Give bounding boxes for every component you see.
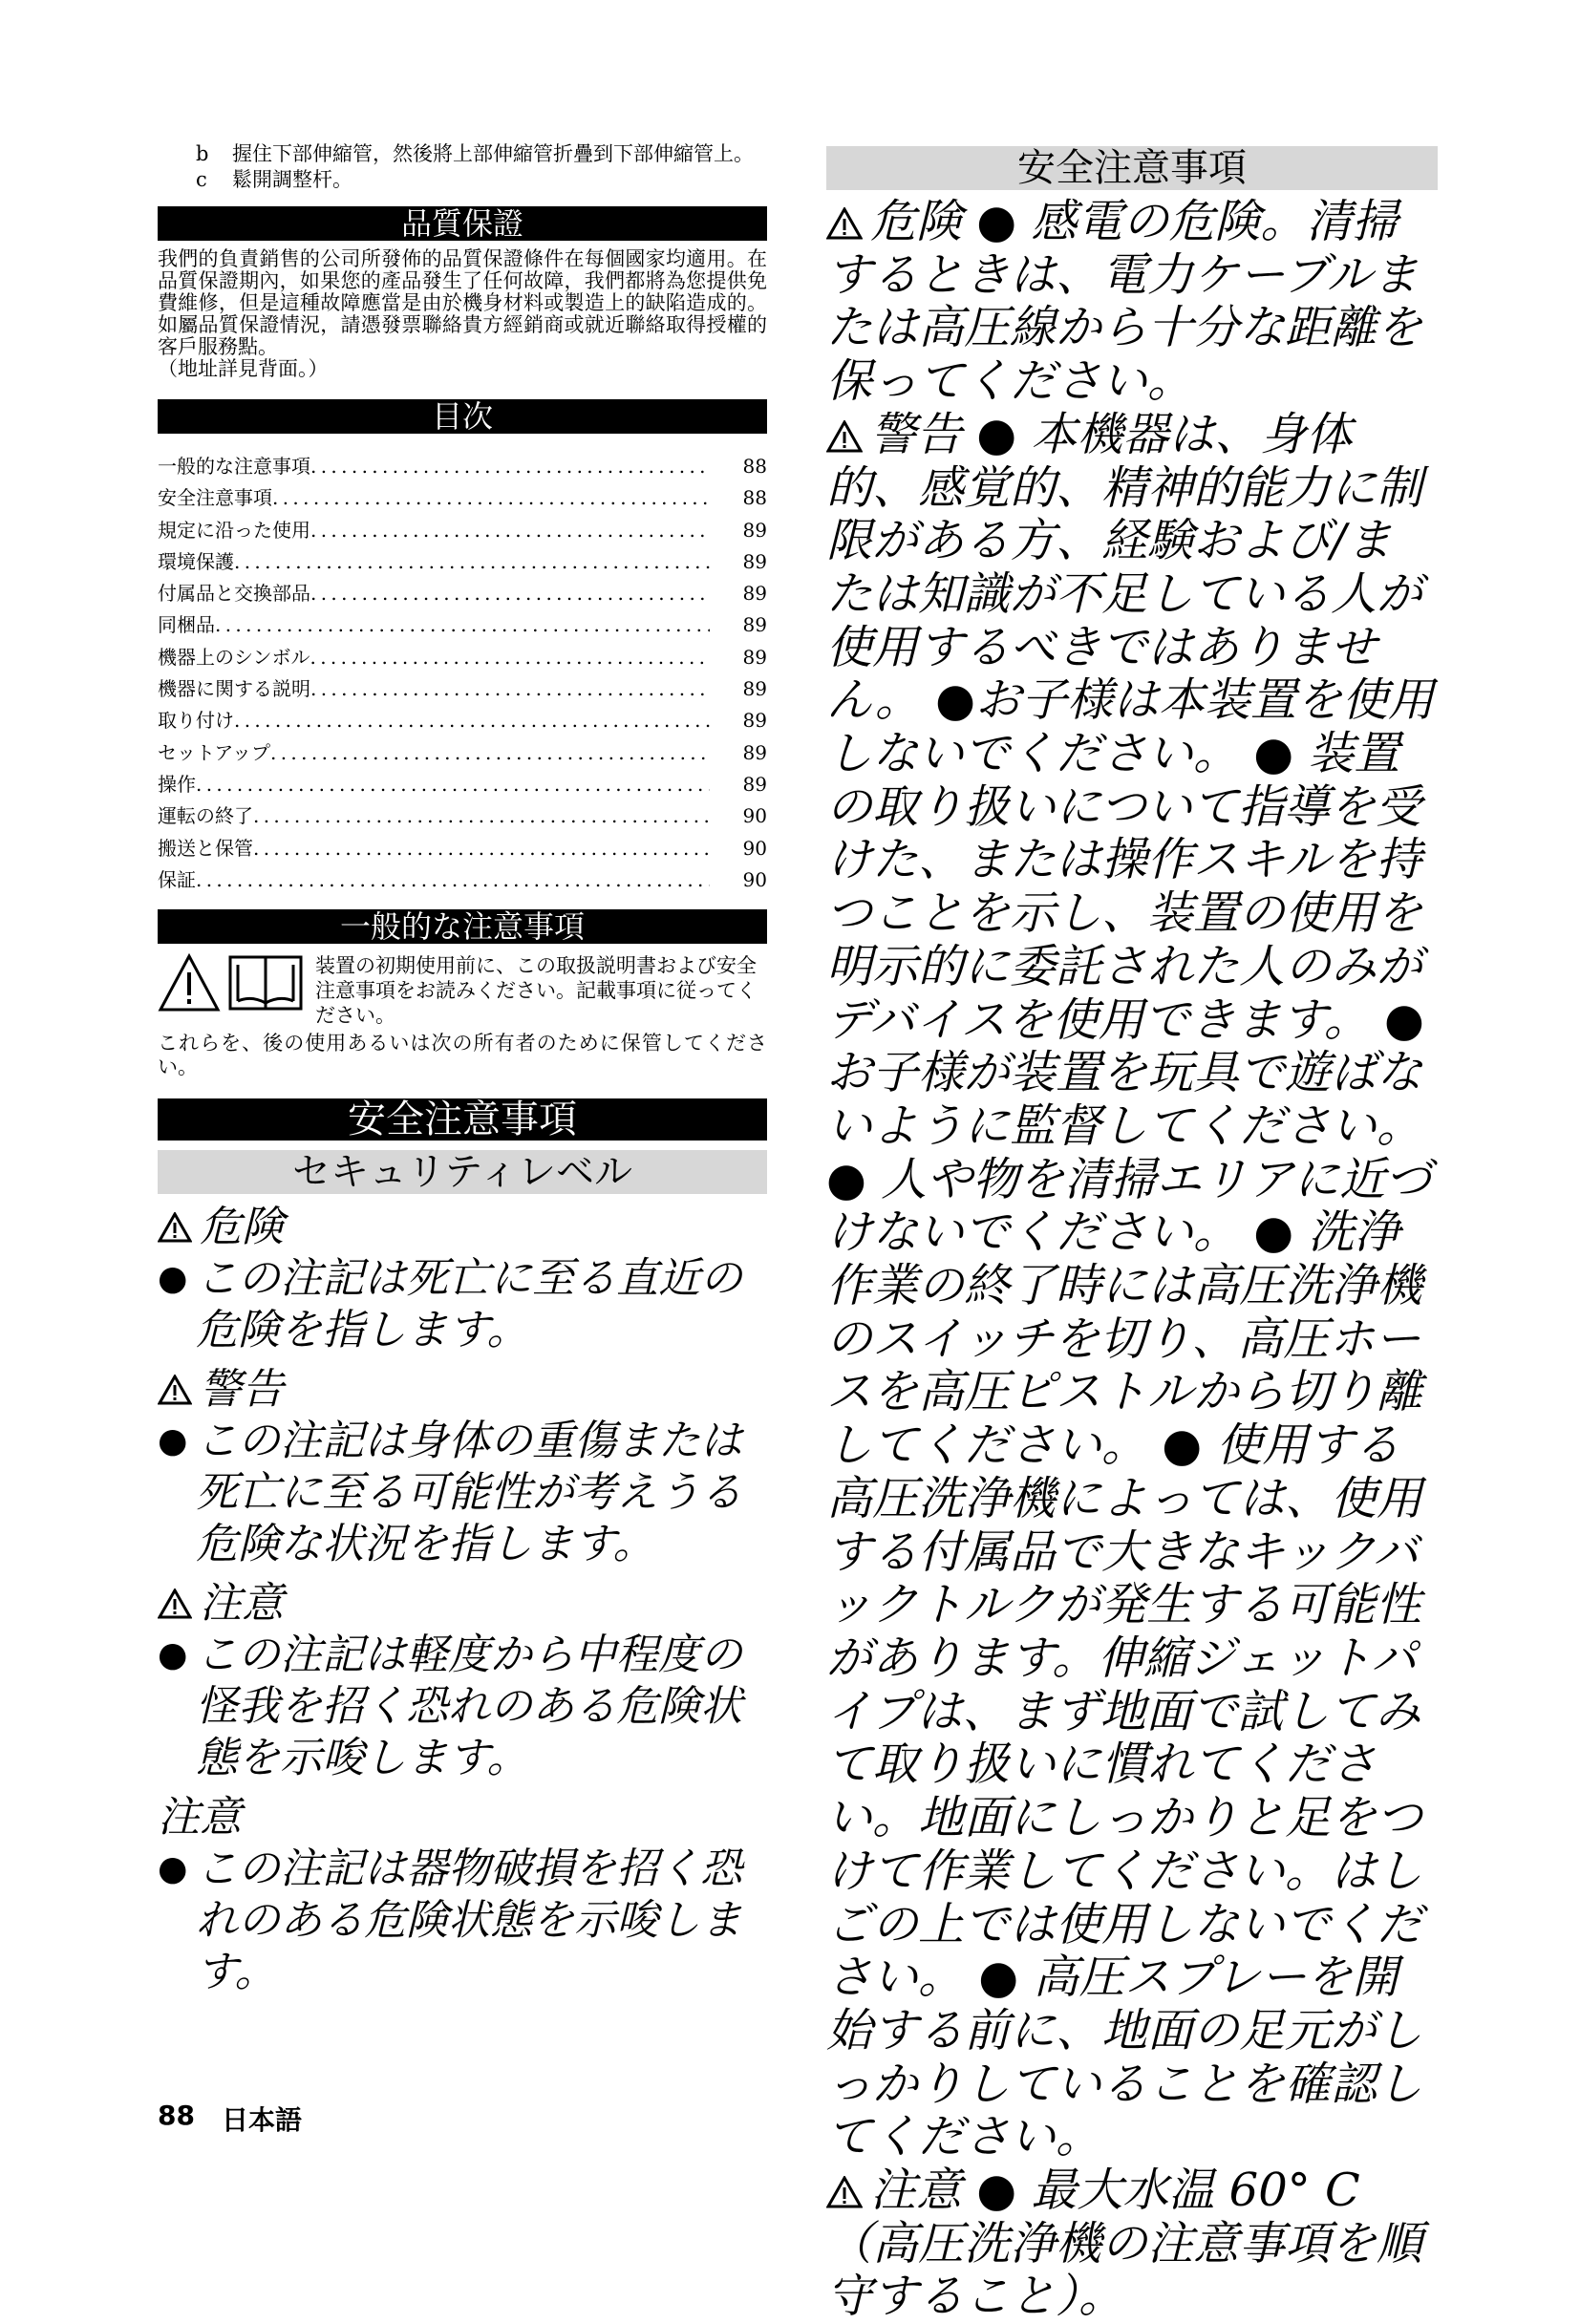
notice-description: ● この注記は器物破損を招く恐れのある危険状態を示唆します。 <box>158 1844 742 1997</box>
general-instruction: 装置の初期使用前に、この取扱説明書および安全注意事項をお読みください。記載事項に従ってください。 <box>315 954 757 1028</box>
danger-heading: 危険 <box>158 1202 767 1253</box>
notice-heading: 注意 <box>158 1793 242 1843</box>
toc-item[interactable]: 運転の終了 . . . 90 <box>158 800 767 832</box>
page-footer <box>158 2100 302 2138</box>
safety-warning-paragraph: 警告 ● 本機器は、身体的、感覚的、精神的能力に制限がある方、経験および/または知識が不足している人が使用するべきではありません。 ●お子様は本装置を使用しないでください。 ● 装置の取り扱いについて指導を受けた、または操作スキルを持つことを示し、装置の使用を明示的に委託された人のみがデバイスを使用できます。 ● お子様が装置を玩具で遊ばないように監督してください。 ● 人や物を清掃エリアに近づけないでください。 ● 洗浄作業の終了時には高圧洗浄機のスイッチを切り、高圧ホースを高圧ピストルから切り離してください。 ● 使用する高圧洗浄機によっては、使用する付属品で大きなキックバックトルクが発生する可能性があります。伸縮ジェットパイプは、まず地面で試してみて取り扱いに慣れてください。地面にしっかりと足をつけて作業してください。はしごの上では使用しないでください。 ● 高圧スプレーを開始する前に、地面の足元がしっかりしていることを確認してください。 <box>826 407 1435 2164</box>
toc-item[interactable]: 操作 . . . 89 <box>158 769 767 800</box>
safety-heading-right: 安全注意事項 <box>826 146 1438 190</box>
toc-item[interactable]: 取り付け . . . 89 <box>158 705 767 736</box>
warning-triangle-icon <box>826 207 863 240</box>
toc-item[interactable]: 付属品と交換部品 . . . 89 <box>158 578 767 609</box>
right-column <box>826 141 1438 2324</box>
general-instruction-block <box>158 953 767 1028</box>
intro-step-b: b 握住下部伸縮管，然後將上部伸縮管折疊到下部伸縮管上。 <box>196 142 754 165</box>
safety-heading-left: 安全注意事項 <box>158 1098 767 1141</box>
manual-book-icon <box>228 953 303 1013</box>
general-icons <box>158 953 315 1028</box>
left-column <box>158 141 767 1998</box>
safety-danger-paragraph: 危険 ● 感電の危険。清掃するときは、電力ケーブルまたは高圧線から十分な距離を保ってください。 <box>826 195 1423 409</box>
warning-triangle-icon <box>158 1212 192 1243</box>
toc-item[interactable]: 環境保護 . . . 89 <box>158 546 767 578</box>
toc-item[interactable]: 機器に関する説明 . . . 89 <box>158 673 767 705</box>
warranty-heading: 品質保證 <box>158 206 767 241</box>
toc-item[interactable]: 搬送と保管 . . . 90 <box>158 833 767 864</box>
toc-heading: 目次 <box>158 399 767 434</box>
caution-heading: 注意 <box>158 1578 767 1630</box>
warning-triangle-icon <box>826 420 863 453</box>
warning-heading: 警告 <box>158 1364 767 1416</box>
toc-item[interactable]: 保証 . . . 90 <box>158 864 767 896</box>
warning-triangle-icon <box>158 953 221 1013</box>
warning-description: ● この注記は身体の重傷または死亡に至る可能性が考えうる危険な状況を指します。 <box>158 1417 742 1569</box>
warning-triangle-icon <box>158 1375 192 1405</box>
general-note: これらを、後の使用あるいは次の所有者のために保管してください。 <box>158 1032 767 1079</box>
toc-item[interactable]: 安全注意事項 . . . 88 <box>158 482 767 514</box>
security-level-heading: セキュリティレベル <box>158 1150 767 1194</box>
toc-item[interactable]: セットアップ . . . 89 <box>158 737 767 769</box>
general-heading: 一般的な注意事項 <box>158 909 767 944</box>
toc-item[interactable]: 規定に沿った使用 . . . 89 <box>158 515 767 546</box>
danger-description: ● この注記は死亡に至る直近の危険を指します。 <box>158 1254 742 1355</box>
toc-list <box>158 451 767 896</box>
warning-triangle-icon <box>826 2176 863 2208</box>
toc-item[interactable]: 同梱品 . . . 89 <box>158 609 767 641</box>
page-number: 88 <box>158 2100 195 2131</box>
intro-steps <box>158 141 767 193</box>
warranty-note: （地址詳見背面。） <box>158 357 329 380</box>
warranty-body: 我們的負責銷售的公司所發佈的品質保證條件在每個國家均適用。在品質保證期內，如果您的產品發生了任何故障，我們都將為您提供免費維修，但是這種故障應當是由於機身材料或製造上的缺陷造成的。如屬品質保證情況，請憑發票聯絡貴方經銷商或就近聯絡取得授權的客戶服務點。 <box>158 247 767 358</box>
toc-item[interactable]: 一般的な注意事項 . . . 88 <box>158 451 767 482</box>
warning-triangle-icon <box>158 1588 192 1619</box>
caution-description: ● この注記は軽度から中程度の怪我を招く恐れのある危険状態を示唆します。 <box>158 1631 742 1783</box>
footer-language: 日本語 <box>221 2104 302 2136</box>
intro-step-c: c 鬆開調整杆。 <box>196 168 352 191</box>
toc-item[interactable]: 機器上のシンボル . . . 89 <box>158 642 767 673</box>
safety-caution-paragraph: 注意 ● 最大水温 60° C（高圧洗浄機の注意事項を順守すること）。 <box>826 2164 1423 2324</box>
